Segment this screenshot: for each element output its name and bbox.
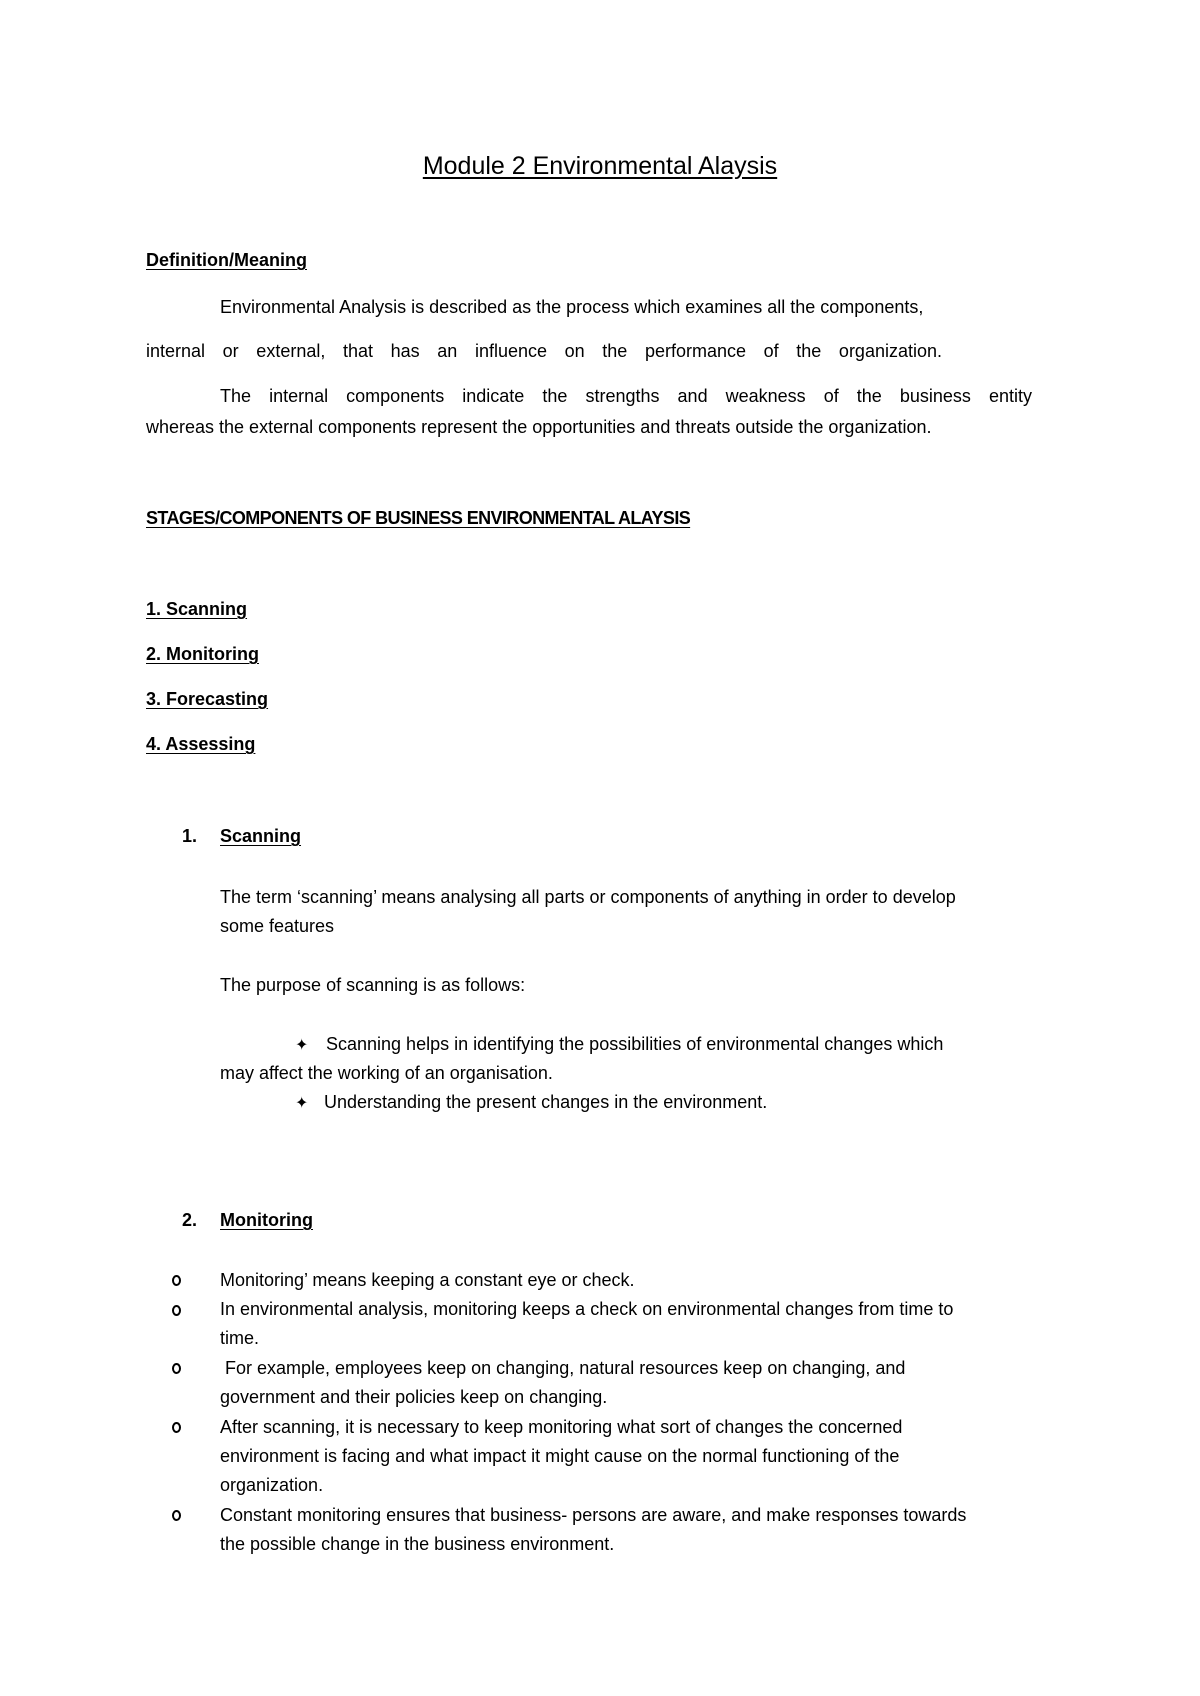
monitoring-bullet-line: the possible change in the business environment. [220, 1534, 615, 1554]
monitoring-number: 2. [182, 1210, 198, 1230]
scanning-definition-line1: The term ‘scanning’ means analysing all parts or components of anything in order to develop [220, 887, 956, 907]
scanning-bullet2: Understanding the present changes in the environment. [324, 1092, 768, 1112]
definition-para1-line2: internal or external, that has an influence on the performance of the organization. [146, 341, 942, 361]
stages-heading: STAGES/COMPONENTS OF BUSINESS ENVIRONMENTAL ALAYSIS [146, 508, 691, 528]
circle-bullet-icon [172, 1510, 181, 1521]
definition-heading: Definition/Meaning [146, 250, 307, 270]
scanning-bullet1-line2: may affect the working of an organisation. [220, 1063, 553, 1083]
scanning-definition-line2: some features [220, 916, 335, 936]
monitoring-bullet-line: For example, employees keep on changing, natural resources keep on changing, and [220, 1358, 906, 1378]
circle-bullet-icon [172, 1305, 181, 1316]
definition-para1-line1: Environmental Analysis is described as the process which examines all the components, [220, 297, 924, 317]
scanning-heading: Scanning [220, 826, 302, 846]
monitoring-heading: Monitoring [220, 1210, 313, 1230]
stage-item: 4. Assessing [146, 734, 256, 754]
monitoring-bullet-line: In environmental analysis, monitoring keeps a check on environmental changes from time to [220, 1299, 954, 1319]
stage-item: 2. Monitoring [146, 644, 259, 664]
monitoring-bullet-line: Constant monitoring ensures that business- persons are aware, and make responses towards [220, 1505, 967, 1525]
definition-para2-line1: The internal components indicate the strengths and weakness of the business entity [220, 386, 1032, 406]
circle-bullet-icon [172, 1422, 181, 1433]
scanning-bullet1-line1: Scanning helps in identifying the possibilities of environmental changes which [326, 1034, 944, 1054]
monitoring-bullet-line: time. [220, 1328, 260, 1348]
page-title: Module 2 Environmental Alaysis [422, 152, 778, 180]
definition-para2-line2: whereas the external components represent the opportunities and threats outside the organization. [146, 417, 932, 437]
monitoring-bullet-line: government and their policies keep on changing. [220, 1387, 608, 1407]
four-point-star-icon: ✦ [295, 1037, 309, 1054]
monitoring-bullet-line: organization. [220, 1475, 324, 1495]
circle-bullet-icon [172, 1363, 181, 1374]
monitoring-bullet-line: Monitoring’ means keeping a constant eye or check. [220, 1270, 635, 1290]
stage-item: 3. Forecasting [146, 689, 269, 709]
monitoring-bullet-line: After scanning, it is necessary to keep monitoring what sort of changes the concerned [220, 1417, 903, 1437]
four-point-star-icon: ✦ [295, 1095, 309, 1112]
circle-bullet-icon [172, 1275, 181, 1286]
stage-item: 1. Scanning [146, 599, 248, 619]
scanning-purpose: The purpose of scanning is as follows: [220, 975, 526, 995]
monitoring-bullet-line: environment is facing and what impact it might cause on the normal functioning of the [220, 1446, 900, 1466]
scanning-number: 1. [182, 826, 198, 846]
